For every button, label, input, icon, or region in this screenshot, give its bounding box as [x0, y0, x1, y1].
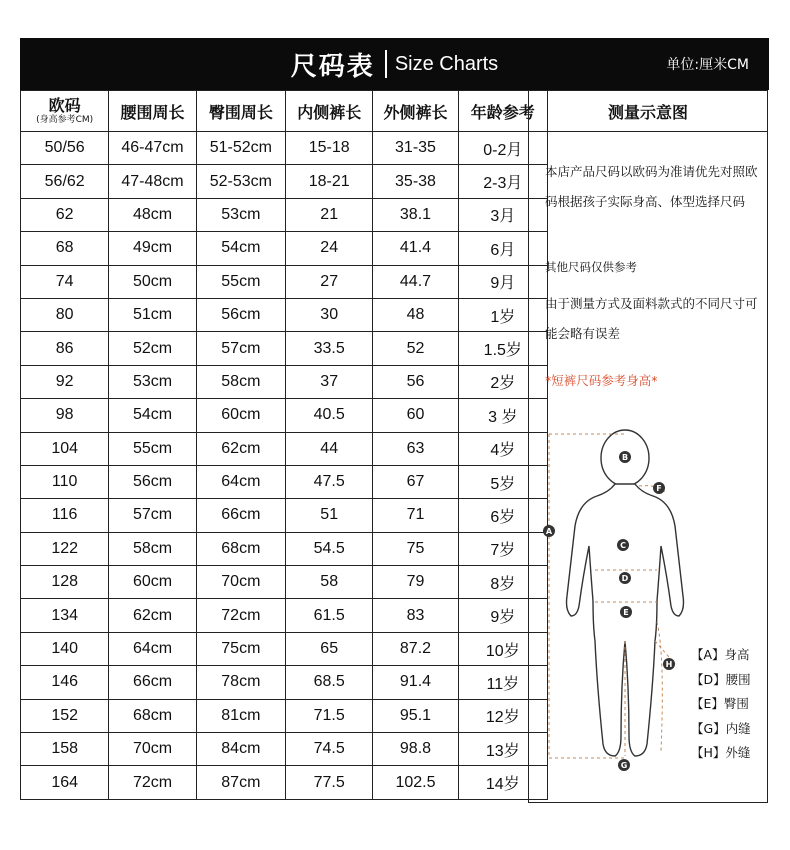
table-row — [21, 332, 548, 365]
cell-hip: 57cm — [196, 332, 285, 365]
title-cn: 尺码表 — [290, 51, 375, 82]
cell-eu-size: 158 — [21, 733, 109, 766]
table-row — [21, 465, 548, 498]
cell-eu-size: 62 — [21, 198, 109, 231]
cell-waist: 68cm — [109, 699, 196, 732]
svg-text:G: G — [620, 761, 628, 770]
cell-hip: 87cm — [196, 766, 285, 799]
marker-g — [618, 759, 630, 771]
cell-inseam: 68.5 — [286, 666, 373, 699]
cell-waist: 50cm — [109, 265, 196, 298]
legend-item: 【E】臀围 — [691, 696, 749, 711]
cell-waist: 47-48cm — [109, 165, 196, 198]
svg-text:A: A — [545, 527, 553, 536]
cell-eu-size: 86 — [21, 332, 109, 365]
cell-outseam: 98.8 — [373, 733, 458, 766]
table-row — [21, 766, 548, 799]
cell-eu-size: 152 — [21, 699, 109, 732]
cell-waist: 55cm — [109, 432, 196, 465]
cell-inseam: 27 — [286, 265, 373, 298]
cell-inseam: 65 — [286, 632, 373, 665]
table-row — [21, 399, 548, 432]
cell-outseam: 75 — [373, 532, 458, 565]
cell-eu-size: 164 — [21, 766, 109, 799]
cell-waist: 54cm — [109, 399, 196, 432]
cell-inseam: 40.5 — [286, 399, 373, 432]
cell-hip: 84cm — [196, 733, 285, 766]
cell-hip: 72cm — [196, 599, 285, 632]
cell-eu-size: 68 — [21, 232, 109, 265]
measurement-figure — [529, 426, 769, 804]
cell-outseam: 60 — [373, 399, 458, 432]
cell-waist: 70cm — [109, 733, 196, 766]
cell-outseam: 83 — [373, 599, 458, 632]
cell-age: 6月 — [458, 232, 547, 265]
cell-hip: 68cm — [196, 532, 285, 565]
cell-age: 0-2月 — [458, 132, 547, 165]
cell-outseam: 31-35 — [373, 132, 458, 165]
cell-outseam: 56 — [373, 365, 458, 398]
cell-outseam: 38.1 — [373, 198, 458, 231]
col-eu-sublabel: (身高参考CM) — [36, 115, 94, 125]
cell-hip: 75cm — [196, 632, 285, 665]
cell-eu-size: 140 — [21, 632, 109, 665]
cell-waist: 60cm — [109, 566, 196, 599]
cell-inseam: 37 — [286, 365, 373, 398]
cell-outseam: 41.4 — [373, 232, 458, 265]
svg-text:B: B — [621, 453, 629, 462]
cell-waist: 46-47cm — [109, 132, 196, 165]
cell-hip: 66cm — [196, 499, 285, 532]
cell-waist: 56cm — [109, 465, 196, 498]
marker-h — [663, 658, 675, 670]
table-row — [21, 599, 548, 632]
cell-inseam: 47.5 — [286, 465, 373, 498]
svg-text:H: H — [665, 660, 673, 669]
cell-waist: 49cm — [109, 232, 196, 265]
col-hip: 臀围周长 — [196, 91, 285, 132]
table-body — [21, 132, 548, 800]
cell-age: 4岁 — [458, 432, 547, 465]
title-divider — [385, 50, 387, 78]
cell-outseam: 52 — [373, 332, 458, 365]
cell-outseam: 71 — [373, 499, 458, 532]
cell-age: 3月 — [458, 198, 547, 231]
unit-label: 单位:厘米CM — [666, 57, 749, 73]
note-main: 本店产品尺码以欧码为准请优先对照欧码根据孩子实际身高、体型选择尺码 — [545, 164, 758, 209]
cell-age: 2-3月 — [458, 165, 547, 198]
cell-hip: 60cm — [196, 399, 285, 432]
title-en: Size Charts — [394, 52, 499, 75]
cell-age: 12岁 — [458, 699, 547, 732]
cell-age: 13岁 — [458, 733, 547, 766]
cell-hip: 81cm — [196, 699, 285, 732]
cell-waist: 64cm — [109, 632, 196, 665]
cell-outseam: 91.4 — [373, 666, 458, 699]
cell-age: 2岁 — [458, 365, 547, 398]
cell-inseam: 77.5 — [286, 766, 373, 799]
table-row — [21, 532, 548, 565]
table-row — [21, 132, 548, 165]
svg-text:D: D — [621, 574, 629, 583]
cell-waist: 62cm — [109, 599, 196, 632]
cell-inseam: 54.5 — [286, 532, 373, 565]
cell-hip: 64cm — [196, 465, 285, 498]
table-row — [21, 632, 548, 665]
table-row — [21, 699, 548, 732]
cell-waist: 51cm — [109, 298, 196, 331]
table-row — [21, 265, 548, 298]
table-row — [21, 733, 548, 766]
legend-item: 【H】外缝 — [691, 745, 751, 760]
cell-age: 3 岁 — [458, 399, 547, 432]
cell-age: 1岁 — [458, 298, 547, 331]
note-red: *短裤尺码参考身高* — [545, 373, 658, 388]
cell-outseam: 87.2 — [373, 632, 458, 665]
cell-inseam: 18-21 — [286, 165, 373, 198]
cell-eu-size: 56/62 — [21, 165, 109, 198]
cell-hip: 51-52cm — [196, 132, 285, 165]
cell-eu-size: 74 — [21, 265, 109, 298]
cell-age: 10岁 — [458, 632, 547, 665]
col-eu-label: 欧码 — [48, 96, 81, 115]
col-inseam: 内侧裤长 — [286, 91, 373, 132]
measurement-legend — [691, 643, 751, 766]
size-table — [20, 90, 548, 800]
cell-inseam: 74.5 — [286, 733, 373, 766]
cell-outseam: 79 — [373, 566, 458, 599]
cell-waist: 52cm — [109, 332, 196, 365]
table-header-row — [21, 91, 548, 132]
cell-hip: 62cm — [196, 432, 285, 465]
cell-waist: 58cm — [109, 532, 196, 565]
cell-eu-size: 110 — [21, 465, 109, 498]
cell-inseam: 15-18 — [286, 132, 373, 165]
marker-d — [619, 572, 631, 584]
cell-outseam: 48 — [373, 298, 458, 331]
svg-text:C: C — [620, 541, 626, 550]
legend-item: 【G】内缝 — [691, 720, 751, 736]
panel-title: 测量示意图 — [529, 91, 767, 132]
legend-item: 【A】身高 — [691, 647, 750, 662]
svg-text:E: E — [623, 608, 629, 617]
cell-outseam: 44.7 — [373, 265, 458, 298]
cell-eu-size: 122 — [21, 532, 109, 565]
table-row — [21, 566, 548, 599]
table-row — [21, 432, 548, 465]
measurement-panel — [528, 90, 768, 803]
cell-age: 6岁 — [458, 499, 547, 532]
cell-age: 1.5岁 — [458, 332, 547, 365]
cell-hip: 56cm — [196, 298, 285, 331]
cell-inseam: 58 — [286, 566, 373, 599]
note-other: 其他尺码仅供参考 — [545, 260, 637, 274]
cell-outseam: 102.5 — [373, 766, 458, 799]
table-row — [21, 232, 548, 265]
cell-eu-size: 146 — [21, 666, 109, 699]
cell-hip: 52-53cm — [196, 165, 285, 198]
col-waist: 腰围周长 — [109, 91, 196, 132]
cell-hip: 70cm — [196, 566, 285, 599]
cell-inseam: 24 — [286, 232, 373, 265]
marker-e — [620, 606, 632, 618]
table-row — [21, 198, 548, 231]
col-outseam: 外侧裤长 — [373, 91, 458, 132]
cell-eu-size: 116 — [21, 499, 109, 532]
cell-age: 14岁 — [458, 766, 547, 799]
cell-inseam: 61.5 — [286, 599, 373, 632]
marker-c — [617, 539, 629, 551]
cell-inseam: 71.5 — [286, 699, 373, 732]
cell-waist: 53cm — [109, 365, 196, 398]
cell-age: 8岁 — [458, 566, 547, 599]
cell-inseam: 51 — [286, 499, 373, 532]
cell-eu-size: 128 — [21, 566, 109, 599]
title-group — [20, 38, 769, 90]
cell-hip: 58cm — [196, 365, 285, 398]
cell-inseam: 30 — [286, 298, 373, 331]
marker-a — [543, 525, 555, 537]
cell-age: 7岁 — [458, 532, 547, 565]
cell-eu-size: 50/56 — [21, 132, 109, 165]
cell-hip: 54cm — [196, 232, 285, 265]
cell-outseam: 63 — [373, 432, 458, 465]
cell-waist: 48cm — [109, 198, 196, 231]
table-row — [21, 499, 548, 532]
svg-text:F: F — [656, 484, 662, 493]
cell-inseam: 21 — [286, 198, 373, 231]
cell-outseam: 67 — [373, 465, 458, 498]
cell-inseam: 44 — [286, 432, 373, 465]
table-row — [21, 165, 548, 198]
legend-item: 【D】腰围 — [691, 671, 751, 687]
header-bar — [20, 38, 769, 90]
table-row — [21, 666, 548, 699]
cell-hip: 78cm — [196, 666, 285, 699]
cell-eu-size: 134 — [21, 599, 109, 632]
cell-waist: 57cm — [109, 499, 196, 532]
cell-outseam: 95.1 — [373, 699, 458, 732]
cell-hip: 53cm — [196, 198, 285, 231]
cell-age: 5岁 — [458, 465, 547, 498]
note-method: 由于测量方式及面料款式的不同尺寸可能会略有误差 — [545, 296, 758, 341]
cell-eu-size: 104 — [21, 432, 109, 465]
cell-inseam: 33.5 — [286, 332, 373, 365]
cell-age: 9岁 — [458, 599, 547, 632]
table-row — [21, 365, 548, 398]
col-eu-size — [21, 91, 109, 132]
cell-waist: 66cm — [109, 666, 196, 699]
cell-hip: 55cm — [196, 265, 285, 298]
col-age: 年龄参考 — [458, 91, 547, 132]
marker-f — [653, 482, 665, 494]
cell-age: 9月 — [458, 265, 547, 298]
cell-eu-size: 80 — [21, 298, 109, 331]
table-row — [21, 298, 548, 331]
marker-b — [619, 451, 631, 463]
cell-eu-size: 98 — [21, 399, 109, 432]
cell-outseam: 35-38 — [373, 165, 458, 198]
cell-eu-size: 92 — [21, 365, 109, 398]
cell-waist: 72cm — [109, 766, 196, 799]
cell-age: 11岁 — [458, 666, 547, 699]
